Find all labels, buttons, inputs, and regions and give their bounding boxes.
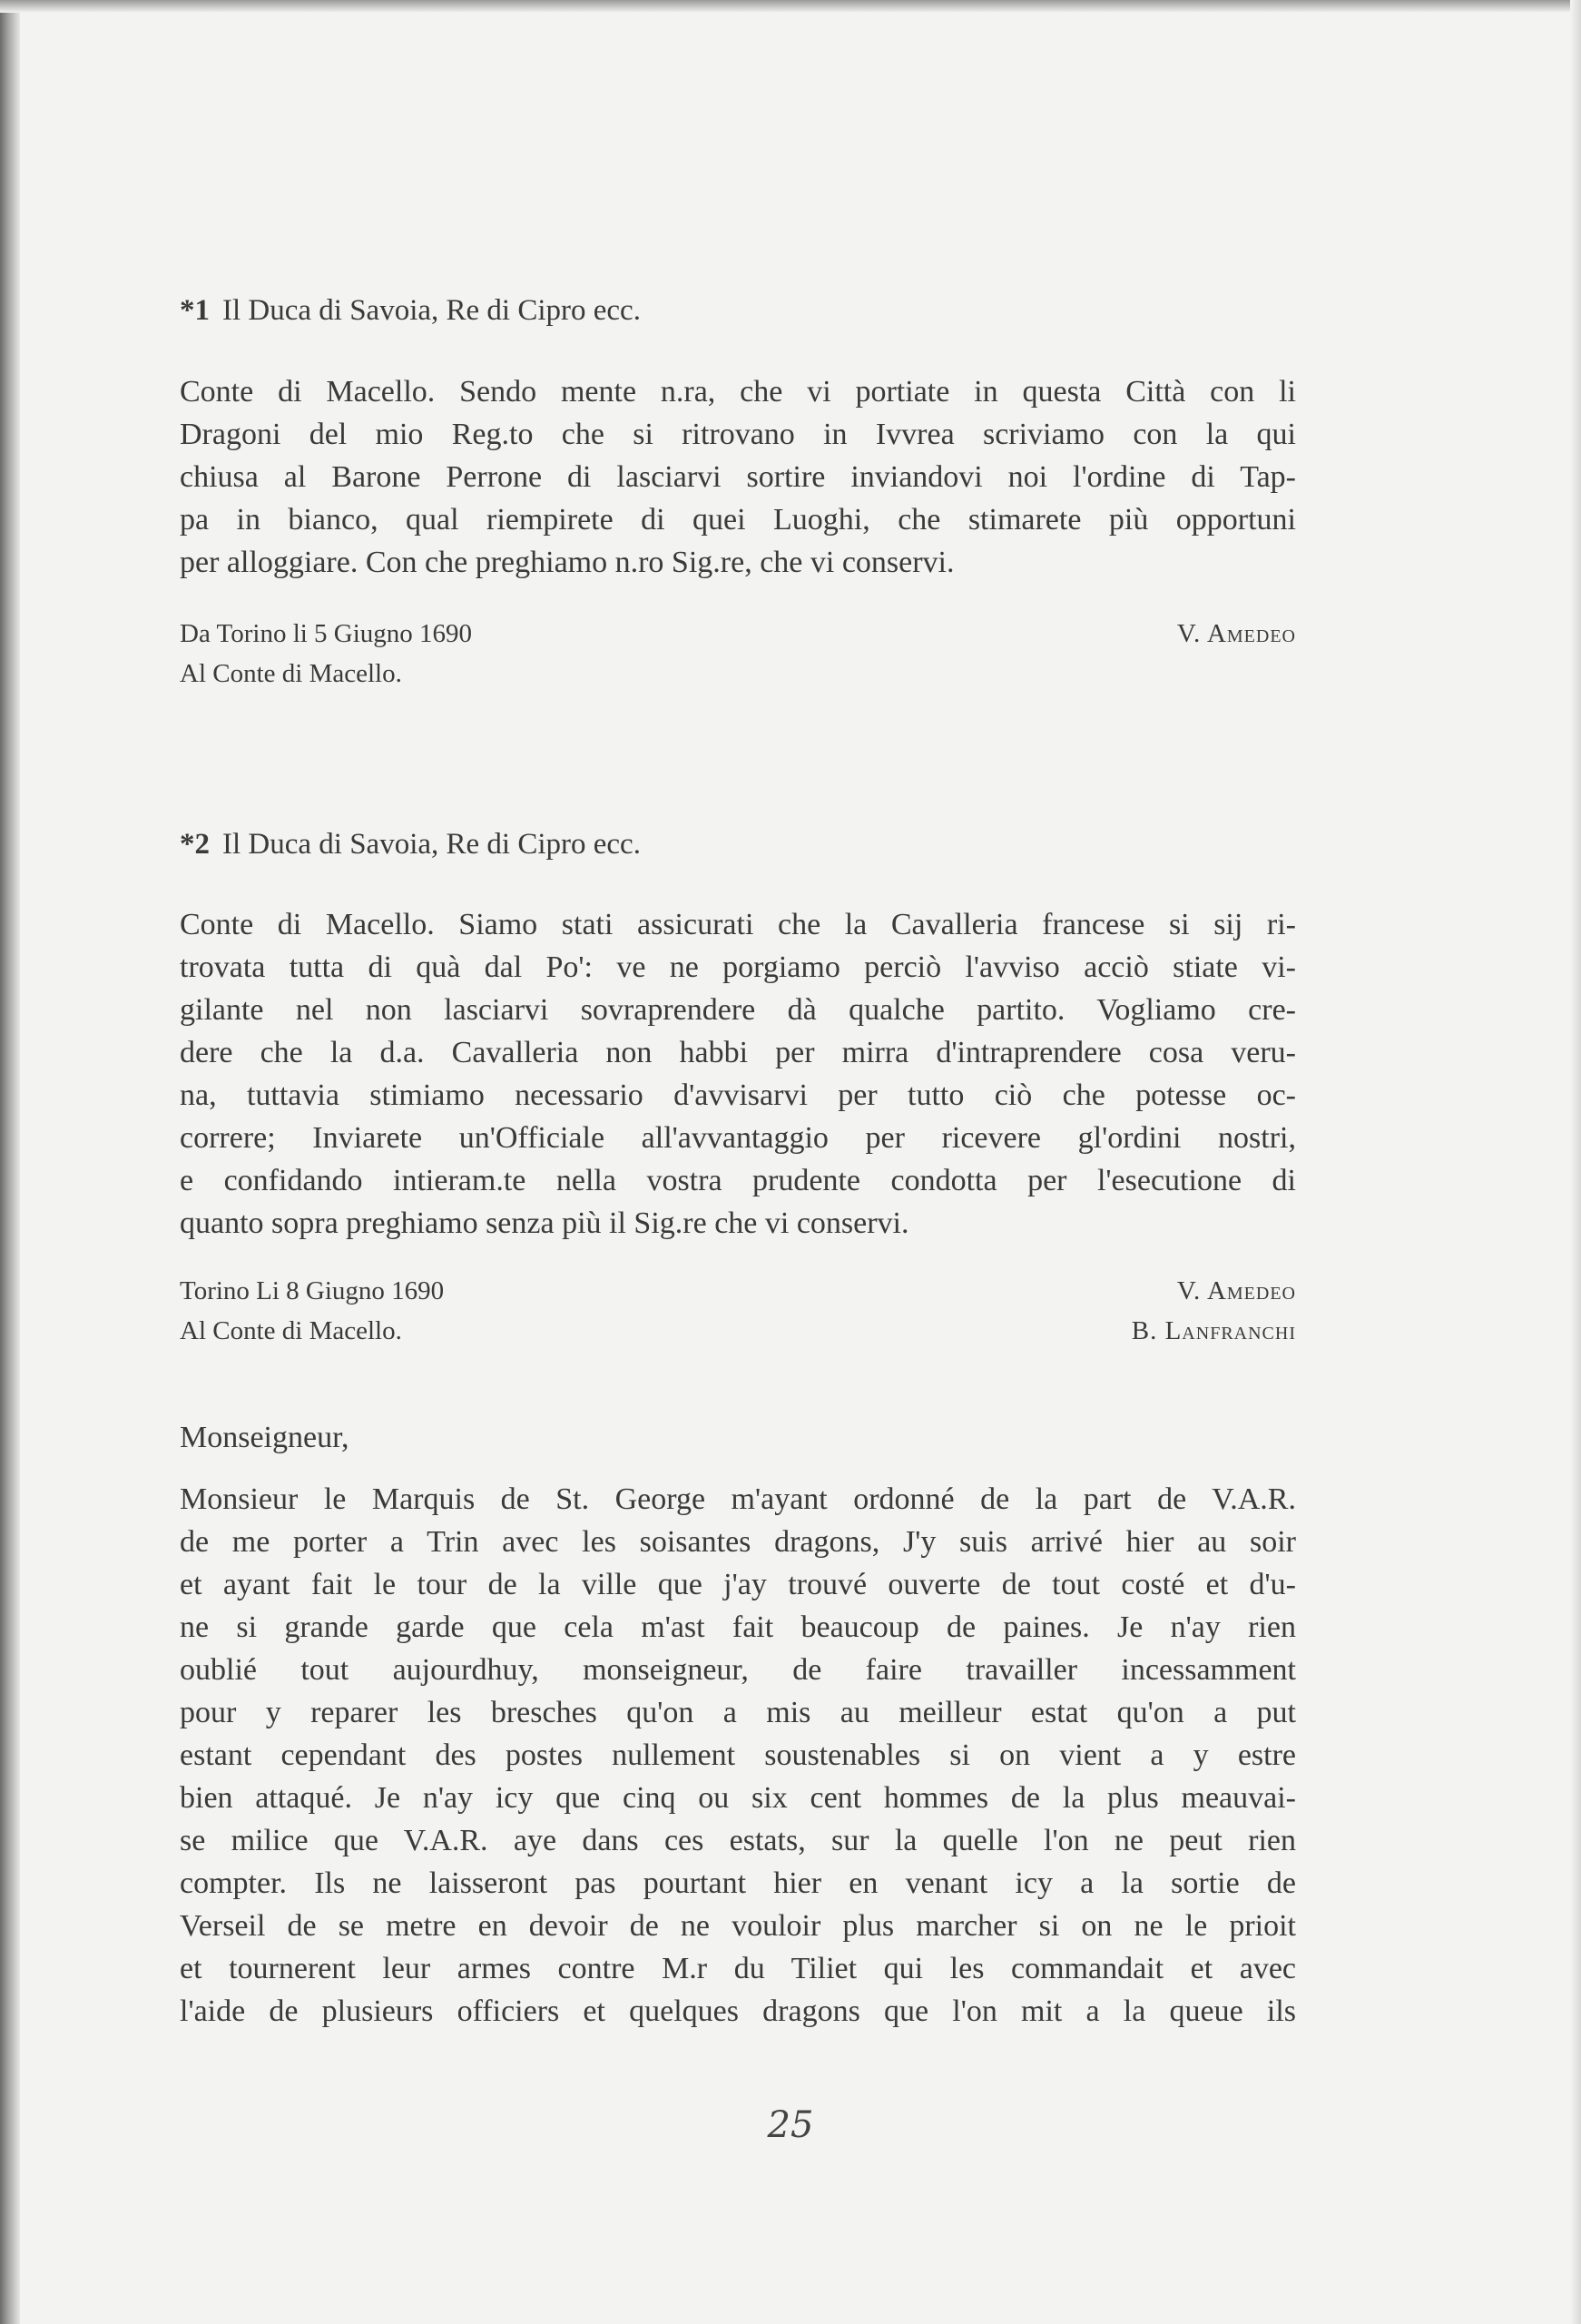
letter2-title: Il Duca di Savoia, Re di Cipro ecc. — [222, 828, 641, 861]
letter1-line: Conte di Macello. Sendo mente n.ra, che vi portiate in questa Città con li — [180, 375, 1296, 409]
letter1-body — [180, 370, 1296, 584]
letter3-line: et ayant fait le tour de la ville que j'ay trouvé ouverte de tout costé et d'u- — [180, 1568, 1296, 1601]
book-spine-shadow — [0, 0, 20, 2324]
page-number: 25 — [767, 2104, 814, 2146]
letter3-salutation: Monseigneur, — [180, 1421, 349, 1454]
letter3-line: l'aide de plusieurs officiers et quelques dragons que l'on mit a la queue ils — [180, 1994, 1296, 2028]
letter2-number: *2 — [180, 828, 210, 861]
letter3-line: Verseil de se metre en devoir de ne vouloir plus marcher si on ne le prioit — [180, 1909, 1296, 1943]
letter1-line: pa in bianco, qual riempirete di quei Luoghi, che stimarete più opportuni — [180, 503, 1296, 537]
letter3-line: oublié tout aujourdhuy, monseigneur, de faire travailler incessamment — [180, 1653, 1296, 1687]
letter2-line: Conte di Macello. Siamo stati assicurati che la Cavalleria francese si sij ri- — [180, 908, 1296, 941]
letter1-title: Il Duca di Savoia, Re di Cipro ecc. — [222, 294, 641, 327]
letter3-line: pour y reparer les bresches qu'on a mis au meilleur estat qu'on a put — [180, 1696, 1296, 1729]
letter3-line: et tournerent leur armes contre M.r du Tiliet qui les commandait et avec — [180, 1952, 1296, 1985]
letter2-countersignature: B. Lanfranchi — [1131, 1316, 1296, 1345]
letter3-line: Monsieur le Marquis de St. George m'ayant ordonné de la part de V.A.R. — [180, 1482, 1296, 1516]
letter3-line: bien attaqué. Je n'ay icy que cinq ou six cent hommes de la plus meauvai- — [180, 1781, 1296, 1815]
letter3-line: estant cependant des postes nullement soustenables si on vient a y estre — [180, 1738, 1296, 1772]
letter1-addressee: Al Conte di Macello. — [180, 659, 402, 688]
letter1-line: chiusa al Barone Perrone di lasciarvi sortire inviandovi noi l'ordine di Tap- — [180, 460, 1296, 494]
letter1-heading — [180, 292, 1296, 329]
letter1-number: *1 — [180, 294, 210, 327]
letter2-addressee: Al Conte di Macello. — [180, 1316, 402, 1345]
letter1-place-date: Da Torino li 5 Giugno 1690 — [180, 619, 473, 648]
letter1-closing — [180, 614, 1296, 694]
letter1-line: per alloggiare. Con che preghiamo n.ro Sig.re, che vi conservi. — [180, 546, 955, 579]
letter2-line: e confidando intieram.te nella vostra prudente condotta per l'esecutione di — [180, 1164, 1296, 1197]
letter2-line: dere che la d.a. Cavalleria non habbi per mirra d'intraprendere cosa veru- — [180, 1036, 1296, 1069]
top-edge-shadow — [0, 0, 1581, 13]
letter3-line: se milice que V.A.R. aye dans ces estats, sur la quelle l'on ne peut rien — [180, 1824, 1296, 1857]
letter2-line: na, tuttavia stimiamo necessario d'avvisarvi per tutto ciò che potesse oc- — [180, 1078, 1296, 1112]
letter2-line: quanto sopra preghiamo senza più il Sig.re che vi conservi. — [180, 1206, 909, 1240]
letter2-line: correre; Inviarete un'Officiale all'avvantaggio per ricevere gl'ordini nostri, — [180, 1121, 1296, 1155]
letter2-signature: V. Amedeo — [1176, 1276, 1296, 1305]
letter3-body — [180, 1478, 1296, 2033]
letter2-line: gilante nel non lasciarvi sovraprendere dà qualche partito. Vogliamo cre- — [180, 993, 1296, 1027]
letter2-closing — [180, 1271, 1296, 1351]
letter1-signature: V. Amedeo — [1176, 619, 1296, 648]
letter3-line: de me porter a Trin avec les soisantes dragons, J'y suis arrivé hier au soir — [180, 1525, 1296, 1559]
letter2-place-date: Torino Li 8 Giugno 1690 — [180, 1276, 445, 1305]
letter3-line: compter. Ils ne laisseront pas pourtant hier en venant icy a la sortie de — [180, 1866, 1296, 1900]
letter2-line: trovata tutta di quà dal Po': ve ne porgiamo perciò l'avviso acciò stiate vi- — [180, 950, 1296, 984]
letter2-body — [180, 903, 1296, 1245]
letter2-heading — [180, 826, 1296, 862]
right-edge-shadow — [1570, 0, 1581, 2324]
letter3-line: ne si grande garde que cela m'ast fait beaucoup de paines. Je n'ay rien — [180, 1610, 1296, 1644]
letter1-line: Dragoni del mio Reg.to che si ritrovano in Ivvrea scriviamo con la qui — [180, 418, 1296, 451]
